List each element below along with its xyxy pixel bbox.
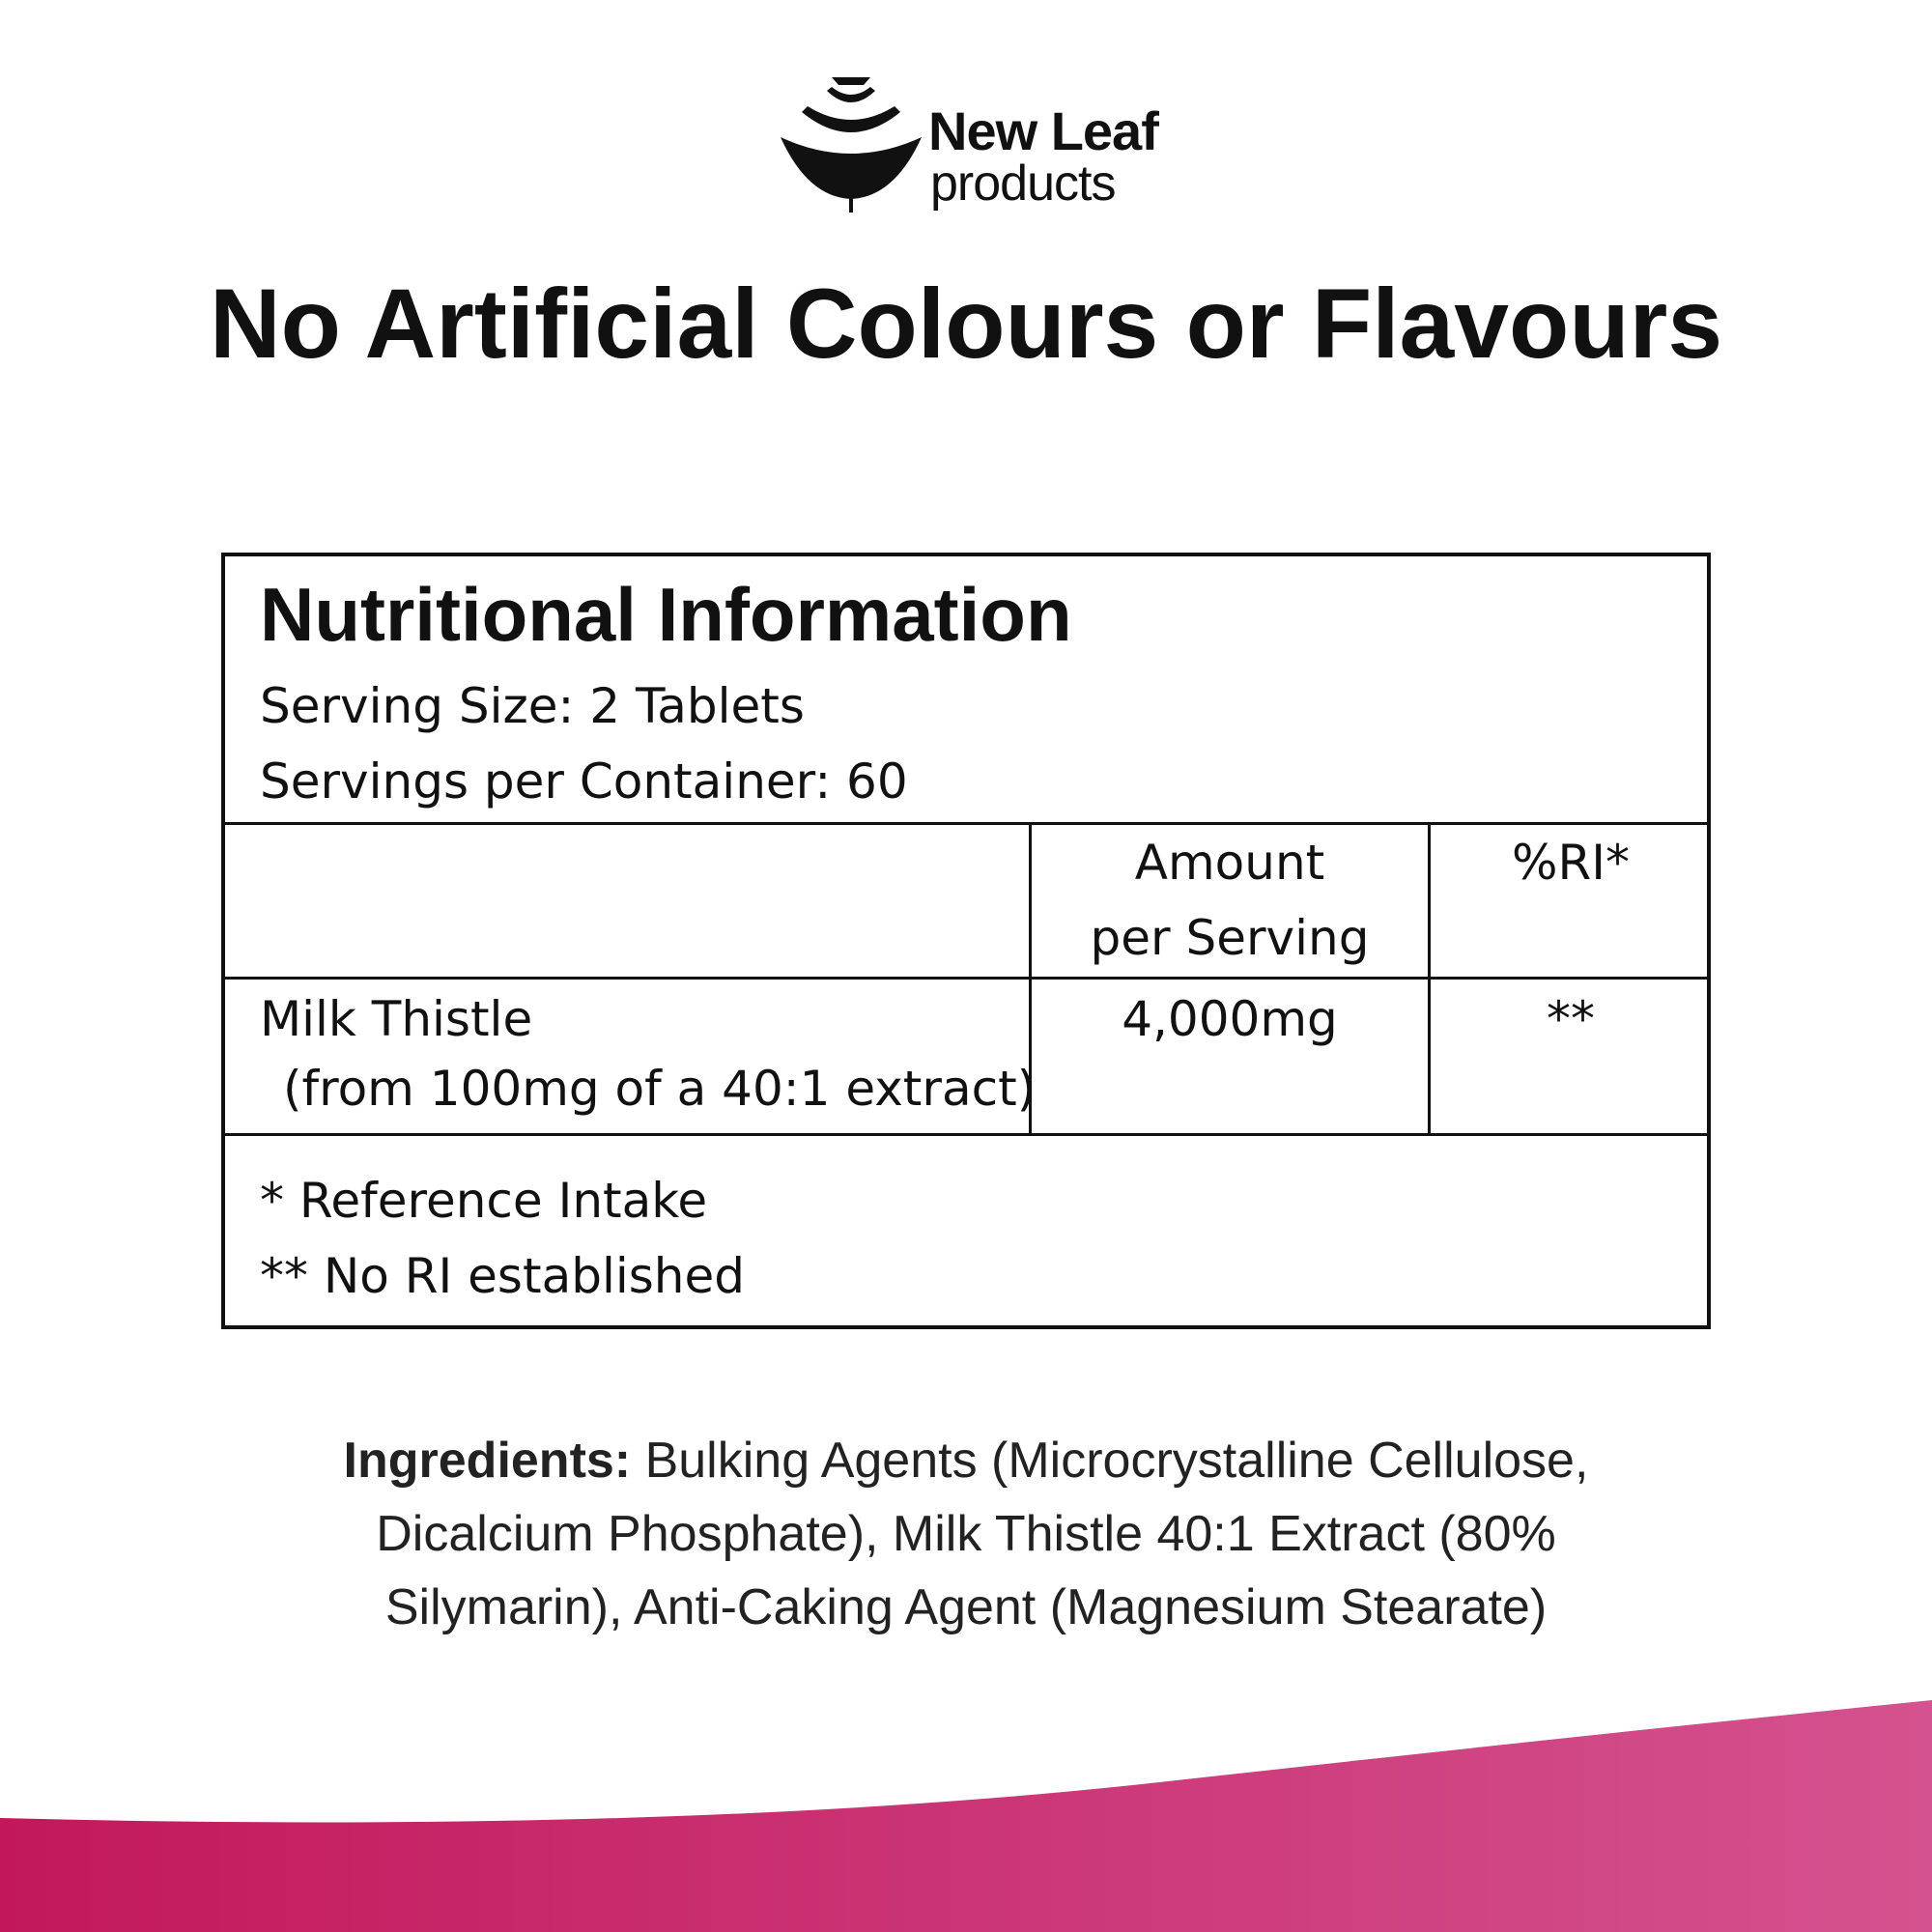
amount-header-line1: Amount (1134, 835, 1325, 891)
ri-header: %RI* (1512, 835, 1630, 891)
footnote-no-ri: ** No RI established (260, 1248, 745, 1304)
footnote-reference-intake: * Reference Intake (260, 1173, 708, 1229)
divider (225, 977, 1707, 980)
ingredients (319, 1424, 1613, 1644)
nutrient-amount: 4,000mg (1122, 991, 1338, 1047)
ingredients-label: Ingredients: (343, 1433, 632, 1489)
nutrition-panel (221, 553, 1711, 1329)
leaf-logo-icon (779, 77, 923, 213)
amount-header-line2: per Serving (1090, 910, 1370, 966)
nutrient-name: Milk Thistle (260, 991, 533, 1047)
servings-per-container: Servings per Container: 60 (260, 753, 908, 810)
headline: No Artificial Colours or Flavours (209, 269, 1723, 379)
nutrient-ri: ** (1547, 991, 1595, 1047)
brand-name: New Leaf (928, 100, 1158, 161)
divider (225, 1133, 1707, 1136)
decorative-wave (0, 1690, 1932, 1932)
brand-subtitle: products (930, 156, 1116, 212)
nutrient-detail: (from 100mg of a 40:1 extract) (283, 1061, 1037, 1117)
nutrition-title: Nutritional Information (260, 572, 1072, 657)
brand-logo (779, 77, 1165, 213)
serving-size: Serving Size: 2 Tablets (260, 678, 805, 734)
ingredients-text: Bulking Agents (Microcrystalline Cellulose, Dicalcium Phosphate), Milk Thistle 40:1 Extract (80% Silymarin), Anti-Caking Agent (Magnesium Stearate) (376, 1433, 1589, 1635)
